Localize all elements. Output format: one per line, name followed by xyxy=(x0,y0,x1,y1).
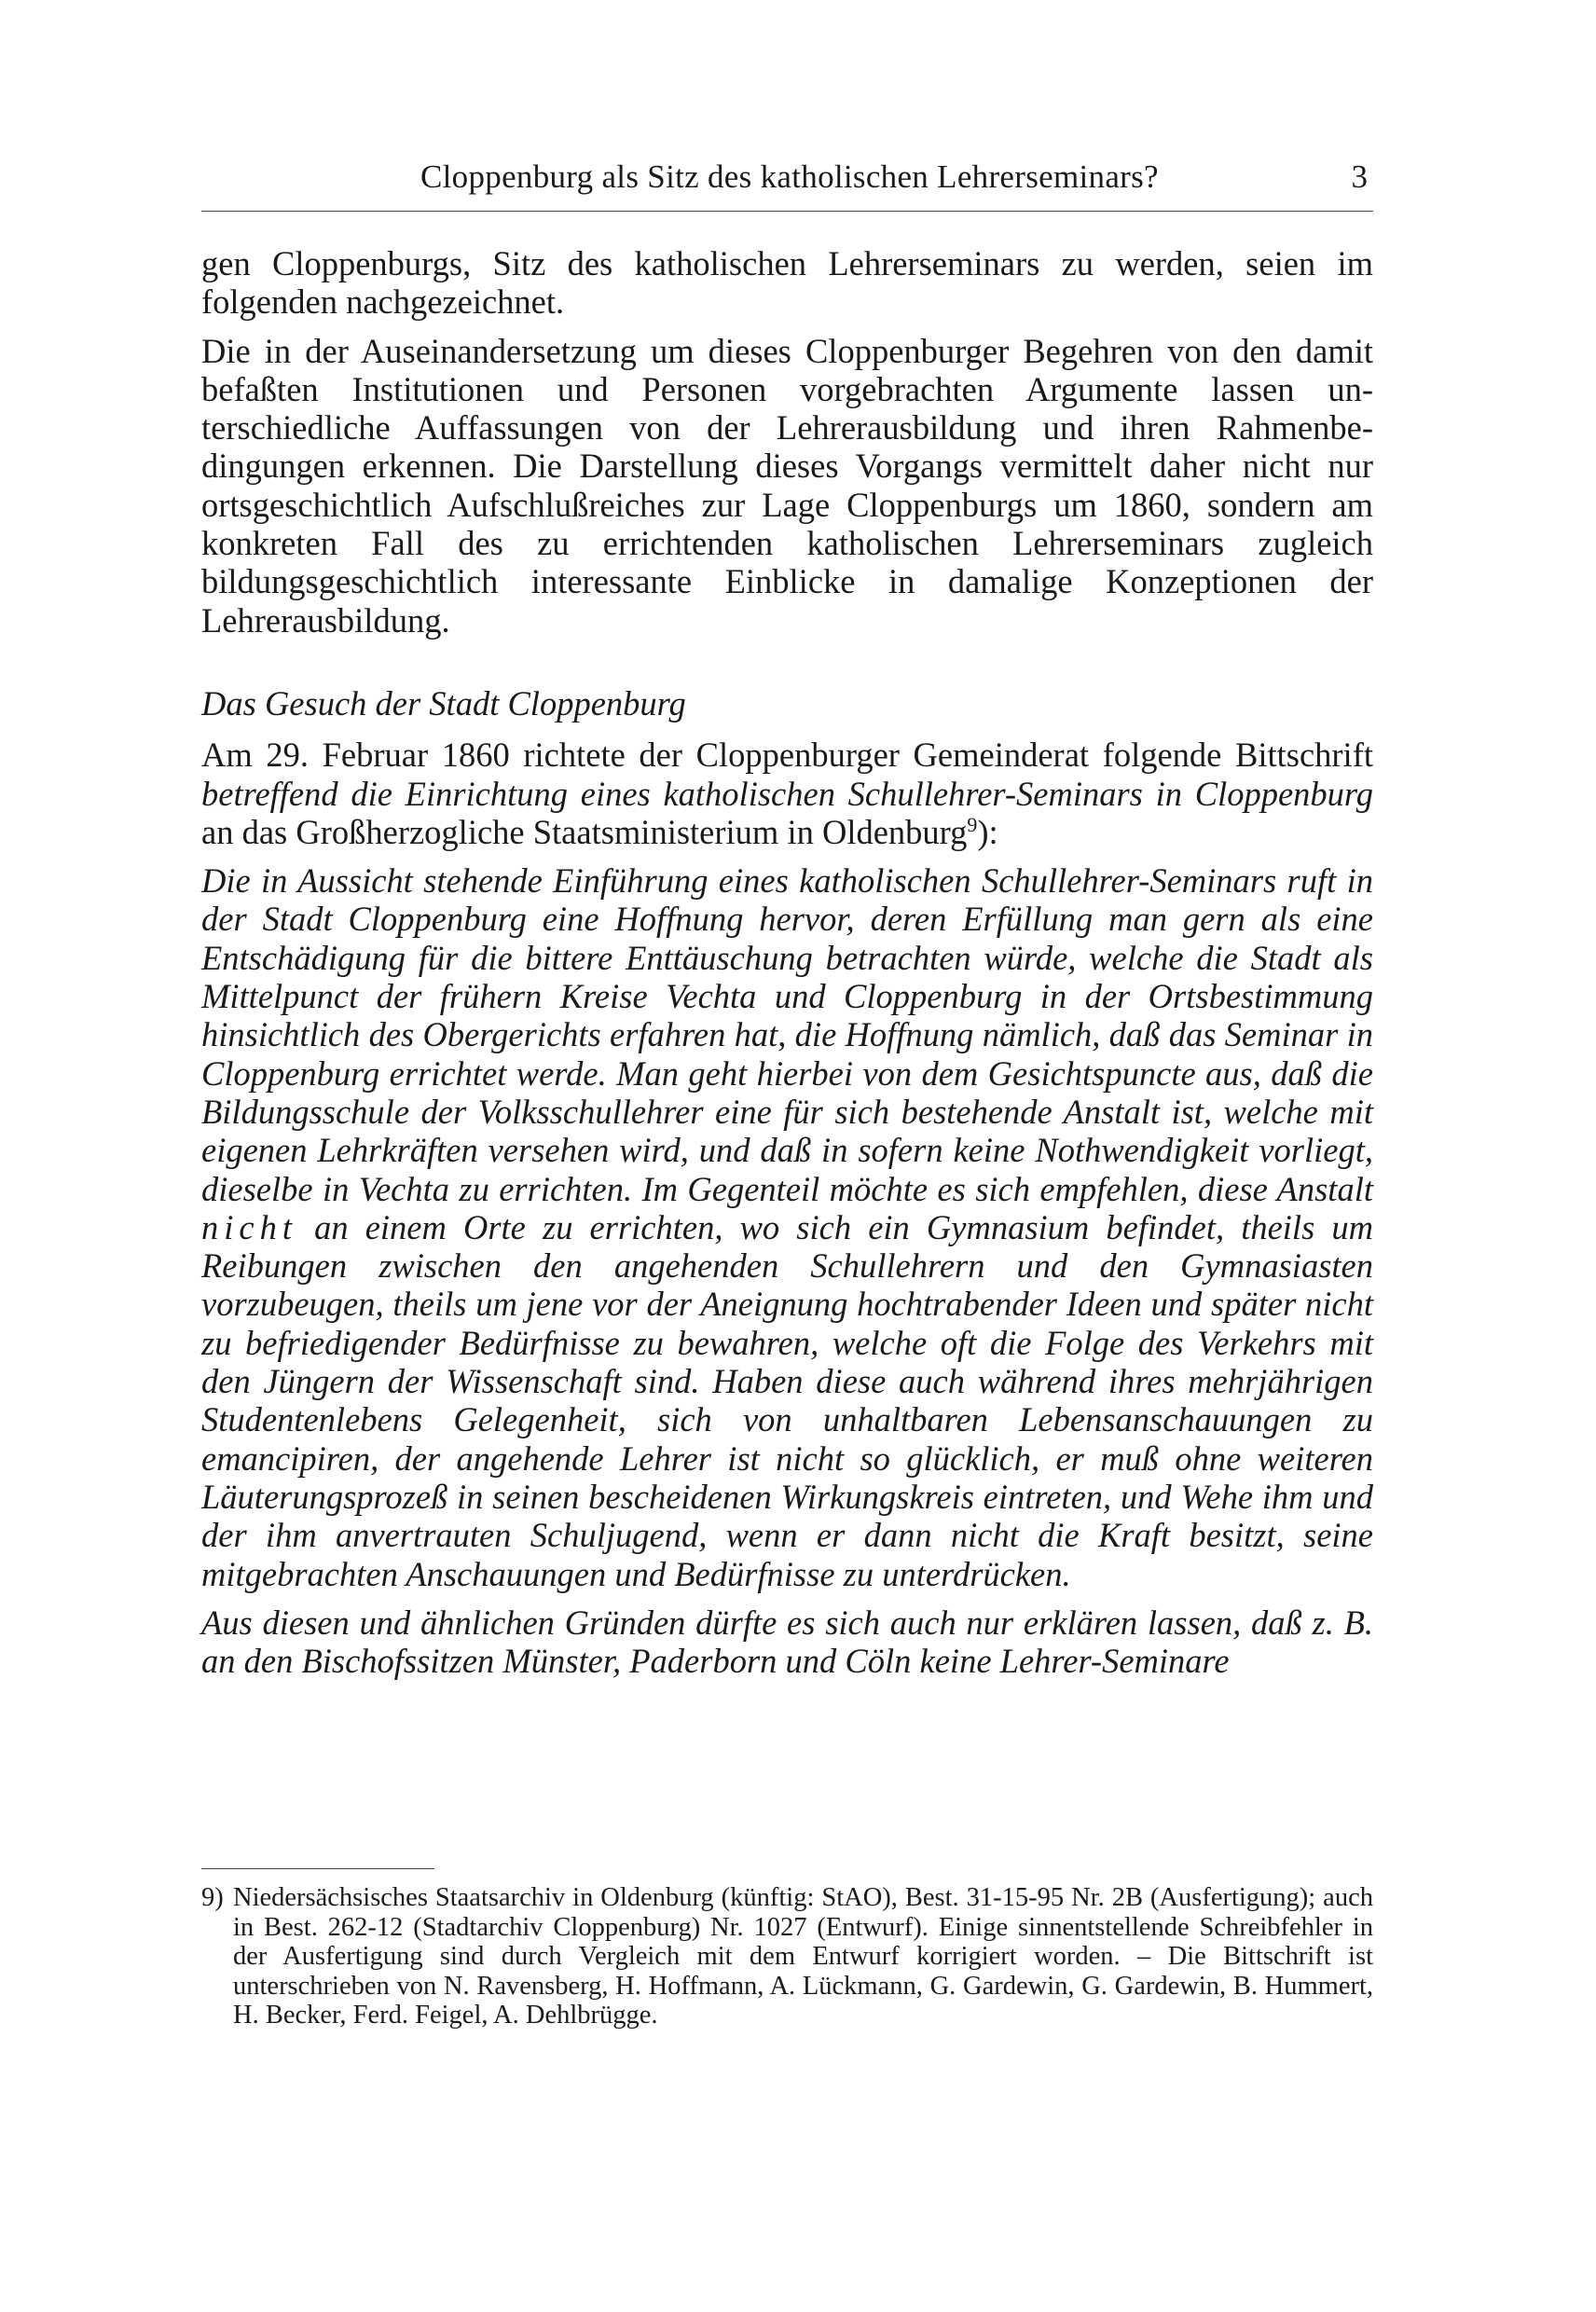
quote-text-end: an einem Orte zu errichten, wo sich ein Gymnasium befindet, theils um Reibungen zwischen den angehenden Schullehrern und den Gymnasiasten vorzubeugen, theils um jene vor der Aneignung hochtrabender Ideen und später nicht zu befriedigender Bedürfnisse zu bewahren, welche oft die Folge des Verkehrs mit den Jüngern der Wissenschaft sind. Haben diese auch während ihres mehrjährigen Studentenlebens Gelegenheit, sich von unhaltbaren Lebensanschauungen zu emancipiren, der angehende Lehrer ist nicht so glücklich, er muß ohne weiteren Läuterungsprozeß in seinen bescheidenen Wirkungskreis eintreten, und Wehe ihm und der ihm anvertrauten Schuljugend, wenn er dann nicht die Kraft besitzt, seine mitgebrachten Anschauungen und Bedürfnisse zu unterdrücken. xyxy=(201,1207,1373,1593)
petition-text-end: ): xyxy=(977,812,998,851)
petition-text-mid: an das Großherzogliche Staatsministerium in Oldenburg xyxy=(201,812,968,851)
paragraph-continuation: gen Cloppenburgs, Sitz des katholischen Lehrerseminars zu werden, seien im folgenden nachgezeichnet. xyxy=(201,244,1373,322)
body-text xyxy=(201,244,1373,1690)
paragraph-intro: Die in der Auseinandersetzung um dieses Cloppenburger Begehren von den damit befaßten Institutionen und Personen vorgebrachten Argumente lassen unterschiedliche Auffassungen von der Lehrerausbildung und ihren Rahmenbedingungen erkennen. Die Darstellung dieses Vorgangs vermittelt daher nicht nur ortsgeschichtlich Aufschlußreiches zur Lage Cloppenburgs um 1860, sondern am konkreten Fall des zu errichtenden katholischen Lehrerseminars zugleich bildungsgeschichtlich interessante Einblicke in damalige Konzeptionen der Lehrerausbildung. xyxy=(201,331,1373,640)
footnote-ref[interactable]: 9 xyxy=(967,812,978,836)
quote-emphasis: nicht xyxy=(201,1207,297,1246)
section-heading: Das Gesuch der Stadt Cloppenburg xyxy=(201,683,686,722)
footnote-divider xyxy=(201,1868,434,1869)
petition-title: betreffend die Einrichtung eines katholischen Schullehrer-Seminars in Cloppenburg xyxy=(201,774,1373,813)
page-number: 3 xyxy=(1351,158,1368,195)
running-title: Cloppenburg als Sitz des katholischen Lehrerseminars? xyxy=(420,158,1159,195)
petition-text-start: Am 29. Februar 1860 richtete der Cloppenburger Gemeinderat folgende Bittschrift xyxy=(201,736,1373,775)
document-page xyxy=(201,0,1373,2312)
running-header xyxy=(201,158,1373,212)
footnote-marker: 9) xyxy=(201,1883,224,1912)
paragraph-petition xyxy=(201,736,1373,851)
footnote xyxy=(201,1883,1373,2030)
footnotes xyxy=(201,1883,1373,2030)
footnote-text: Niedersächsisches Staatsarchiv in Oldenburg (künftig: StAO), Best. 31-15-95 Nr. 2B (Ausfertigung); auch in Best. 262-12 (Stadtarchiv Cloppenburg) Nr. 1027 (Entwurf). Einige sinnentstellende Schreibfehler in der Ausfertigung sind durch Vergleich mit dem Entwurf korrigiert worden. – Die Bittschrift ist unterschrieben von N. Ravensberg, H. Hoffmann, A. Lückmann, G. Gardewin, G. Gardewin, B. Hummert, H. Becker, Ferd. Feigel, A. Dehlbrügge. xyxy=(233,1883,1373,2030)
quote-text-start: Die in Aussicht stehende Einführung eines katholischen Schullehrer-Seminars ruft in der Stadt Cloppenburg eine Hoffnung hervor, deren Erfüllung man gern als eine Entschädigung für die bittere Enttäuschung betrachten würde, welche die Stadt als Mittelpunct der frühern Kreise Vechta und Cloppenburg in der Ortsbestimmung hinsichtlich des Obergerichts erfahren hat, die Hoffnung nämlich, daß das Seminar in Cloppenburg errichtet werde. Man geht hierbei von dem Gesichtspuncte aus, daß die Bildungsschule der Volksschullehrer eine für sich bestehende Anstalt ist, welche mit eigenen Lehrkräften versehen wird, und daß in sofern keine Nothwendigkeit vorliegt, dieselbe in Vechta zu errichten. Im Gegenteil möchte es sich empfehlen, diese Anstalt xyxy=(201,861,1373,1208)
quote-paragraph-1 xyxy=(201,861,1373,1593)
quote-paragraph-2: Aus diesen und ähnlichen Gründen dürfte es sich auch nur erklären lassen, daß z. B. an den Bischofssitzen Münster, Paderborn und Cöln keine Lehrer-Seminare xyxy=(201,1603,1373,1681)
